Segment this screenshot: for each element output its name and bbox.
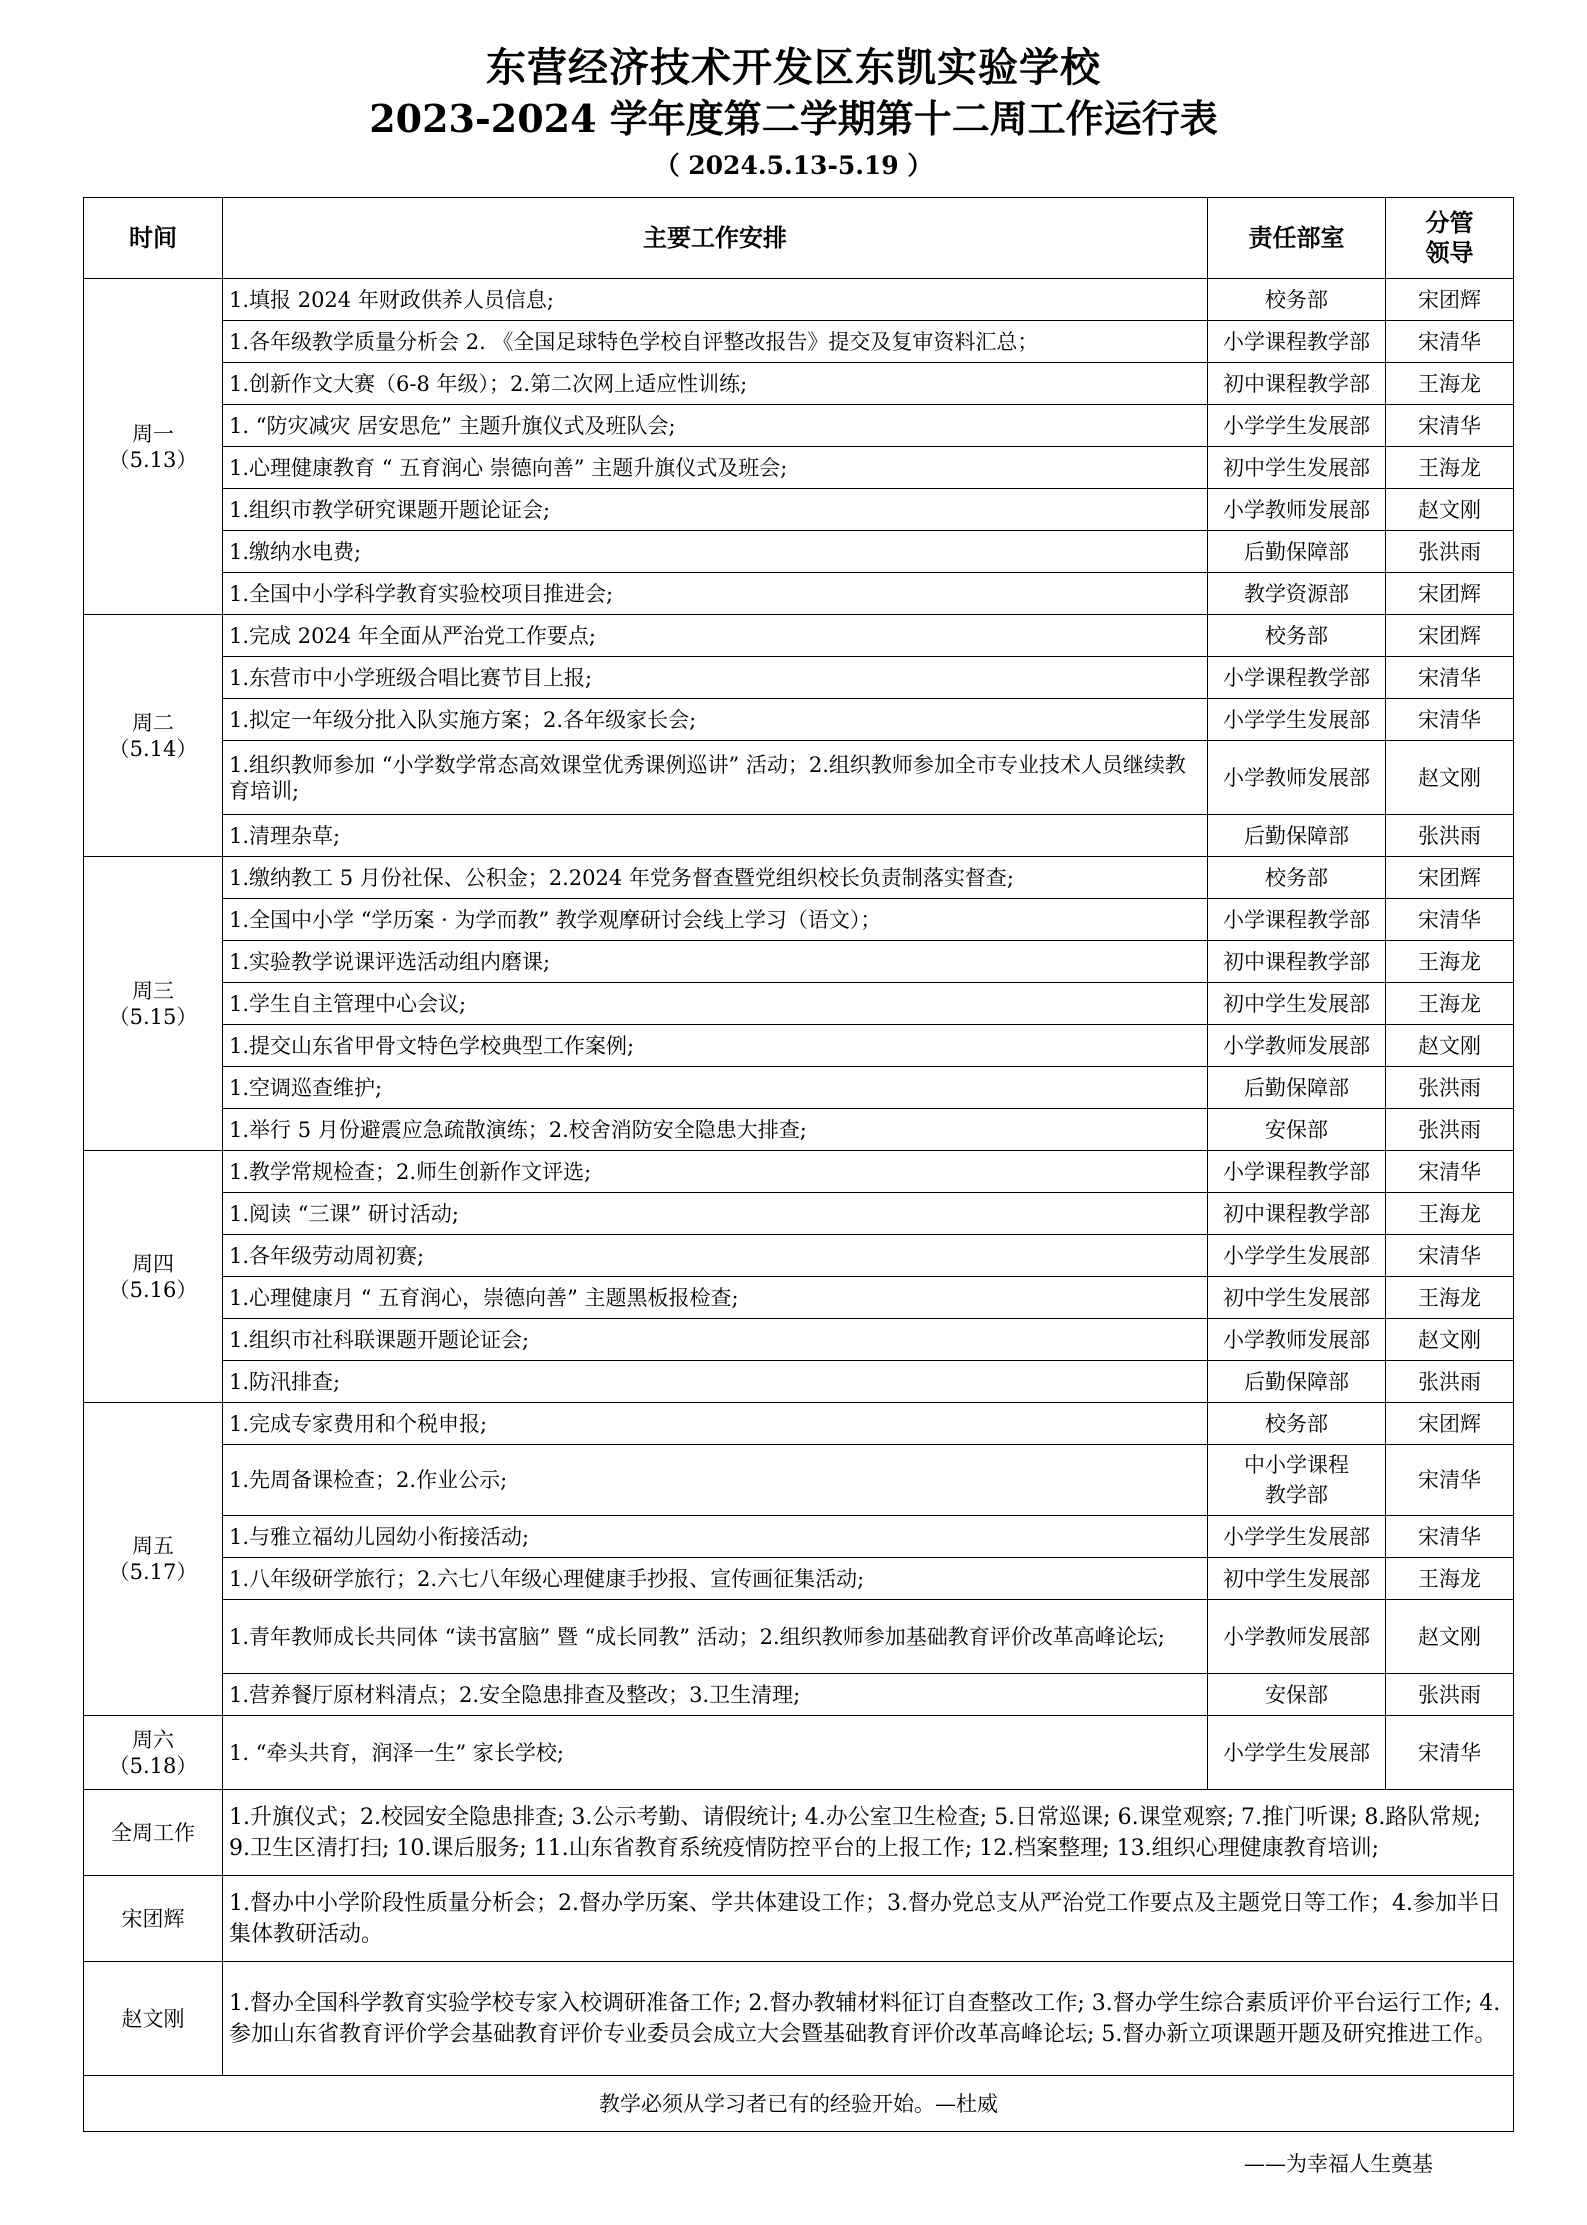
table-row (84, 321, 1514, 363)
task-cell: 1.防汛排查; (223, 1361, 1208, 1403)
task-cell: 1.填报 2024 年财政供养人员信息; (223, 279, 1208, 321)
document-header (0, 42, 1587, 184)
task-cell: 1. “防灾减灾 居安思危” 主题升旗仪式及班队会; (223, 405, 1208, 447)
summary-label: 全周工作 (84, 1790, 223, 1876)
day-date: （5.18） (108, 1753, 198, 1778)
department-cell: 初中学生发展部 (1208, 1558, 1386, 1600)
task-cell: 1.创新作文大赛（6-8 年级）；2.第二次网上适应性训练; (223, 363, 1208, 405)
task-cell: 1.完成 2024 年全面从严治党工作要点; (223, 615, 1208, 657)
table-row (84, 1516, 1514, 1558)
table-row (84, 1319, 1514, 1361)
table-row (84, 1558, 1514, 1600)
task-cell: 1.组织市社科联课题开题论证会; (223, 1319, 1208, 1361)
table-row (84, 1151, 1514, 1193)
date-range: （ 2024.5.13-5.19 ） (654, 151, 933, 180)
task-cell: 1.举行 5 月份避震应急疏散演练；2.校舍消防安全隐患大排查; (223, 1109, 1208, 1151)
task-cell: 1.各年级教学质量分析会 2. 《全国足球特色学校自评整改报告》提交及复审资料汇总； (223, 321, 1208, 363)
task-cell: 1.全国中小学 “学历案 · 为学而教” 教学观摩研讨会线上学习（语文）； (223, 899, 1208, 941)
table-row (84, 1109, 1514, 1151)
department-cell: 小学教师发展部 (1208, 1025, 1386, 1067)
department-cell: 小学课程教学部 (1208, 657, 1386, 699)
department-cell: 小学教师发展部 (1208, 1319, 1386, 1361)
day-name: 周四 (132, 1251, 174, 1276)
day-name: 周五 (132, 1534, 174, 1558)
task-cell: 1.完成专家费用和个税申报; (223, 1403, 1208, 1445)
task-cell: 1.各年级劳动周初赛; (223, 1235, 1208, 1277)
summary-label: 宋团辉 (84, 1876, 223, 1962)
leader-cell: 赵文刚 (1386, 489, 1514, 531)
day-cell (84, 857, 223, 1151)
table-row (84, 1361, 1514, 1403)
department-cell: 教学资源部 (1208, 573, 1386, 615)
leader-cell: 宋清华 (1386, 657, 1514, 699)
table-row (84, 741, 1514, 815)
day-name: 周一 (132, 421, 174, 446)
day-date: （5.13） (108, 447, 198, 472)
table-row (84, 447, 1514, 489)
col-header-dept: 责任部室 (1208, 198, 1386, 279)
leader-cell: 王海龙 (1386, 941, 1514, 983)
department-cell: 中小学课程 教学部 (1208, 1445, 1386, 1516)
table-row (84, 941, 1514, 983)
leader-cell: 王海龙 (1386, 363, 1514, 405)
summary-label: 赵文刚 (84, 1962, 223, 2076)
leader-cell: 王海龙 (1386, 1558, 1514, 1600)
leader-cell: 赵文刚 (1386, 1319, 1514, 1361)
task-cell: 1.空调巡查维护; (223, 1067, 1208, 1109)
task-cell: 1.清理杂草; (223, 815, 1208, 857)
motto-quote: 教学必须从学习者已有的经验开始。—杜威 (84, 2076, 1514, 2132)
department-cell: 后勤保障部 (1208, 1361, 1386, 1403)
task-cell: 1.缴纳教工 5 月份社保、公积金；2.2024 年党务督查暨党组织校长负责制落实督查; (223, 857, 1208, 899)
day-cell (84, 615, 223, 857)
table-row (84, 1674, 1514, 1716)
col-header-leader (1386, 198, 1514, 279)
table-row (84, 1067, 1514, 1109)
footer-slogan: ——为幸福人生奠基 (1244, 2152, 1433, 2176)
table-row (84, 983, 1514, 1025)
leader-cell: 宋清华 (1386, 1151, 1514, 1193)
table-header-row (84, 198, 1514, 279)
leader-cell: 赵文刚 (1386, 1025, 1514, 1067)
leader-cell: 宋团辉 (1386, 615, 1514, 657)
department-cell: 初中课程教学部 (1208, 1193, 1386, 1235)
task-cell: 1.心理健康月 “ 五育润心，崇德向善” 主题黑板报检查; (223, 1277, 1208, 1319)
task-cell: 1.阅读 “三课” 研讨活动; (223, 1193, 1208, 1235)
leader-cell: 王海龙 (1386, 447, 1514, 489)
task-cell: 1.拟定一年级分批入队实施方案；2.各年级家长会; (223, 699, 1208, 741)
department-cell: 小学学生发展部 (1208, 405, 1386, 447)
department-cell: 小学教师发展部 (1208, 489, 1386, 531)
department-cell: 小学学生发展部 (1208, 1235, 1386, 1277)
schedule-title: 2023-2024 学年度第二学期第十二周工作运行表 (369, 96, 1218, 141)
task-cell: 1.先周备课检查；2.作业公示; (223, 1445, 1208, 1516)
department-cell: 初中学生发展部 (1208, 983, 1386, 1025)
department-cell: 小学课程教学部 (1208, 321, 1386, 363)
leader-cell: 张洪雨 (1386, 1109, 1514, 1151)
task-cell: 1.与雅立福幼儿园幼小衔接活动; (223, 1516, 1208, 1558)
day-cell (84, 1716, 223, 1790)
department-cell: 小学教师发展部 (1208, 1600, 1386, 1674)
task-cell: 1.营养餐厅原材料清点；2.安全隐患排查及整改；3.卫生清理; (223, 1674, 1208, 1716)
task-cell: 1. “牵头共育，润泽一生” 家长学校; (223, 1716, 1208, 1790)
table-row (84, 531, 1514, 573)
department-cell: 初中课程教学部 (1208, 363, 1386, 405)
leader-cell: 宋清华 (1386, 321, 1514, 363)
table-row (84, 1193, 1514, 1235)
task-cell: 1.八年级研学旅行；2.六七八年级心理健康手抄报、宣传画征集活动; (223, 1558, 1208, 1600)
day-cell (84, 1403, 223, 1716)
table-row (84, 1277, 1514, 1319)
summary-row (84, 1790, 1514, 1876)
day-cell (84, 279, 223, 615)
schedule-table (83, 197, 1514, 2132)
task-cell: 1.学生自主管理中心会议; (223, 983, 1208, 1025)
col-header-leader-line2: 领导 (1425, 238, 1474, 267)
table-row (84, 615, 1514, 657)
leader-cell: 宋清华 (1386, 699, 1514, 741)
leader-cell: 宋清华 (1386, 1716, 1514, 1790)
table-row (84, 1403, 1514, 1445)
table-row (84, 279, 1514, 321)
leader-cell: 张洪雨 (1386, 1674, 1514, 1716)
department-cell: 初中学生发展部 (1208, 1277, 1386, 1319)
task-cell: 1.实验教学说课评选活动组内磨课; (223, 941, 1208, 983)
leader-cell: 王海龙 (1386, 983, 1514, 1025)
table-row (84, 815, 1514, 857)
table-row (84, 573, 1514, 615)
department-cell: 安保部 (1208, 1109, 1386, 1151)
leader-cell: 赵文刚 (1386, 1600, 1514, 1674)
task-cell: 1.组织市教学研究课题开题论证会; (223, 489, 1208, 531)
day-name: 周三 (132, 978, 174, 1003)
summary-body (84, 1790, 1514, 2132)
department-cell: 初中学生发展部 (1208, 447, 1386, 489)
task-cell: 1.组织教师参加 “小学数学常态高效课堂优秀课例巡讲” 活动；2.组织教师参加全市专业技术人员继续教育培训; (223, 741, 1208, 815)
department-cell: 小学课程教学部 (1208, 1151, 1386, 1193)
leader-cell: 张洪雨 (1386, 531, 1514, 573)
task-cell: 1.东营市中小学班级合唱比赛节目上报; (223, 657, 1208, 699)
table-row (84, 1235, 1514, 1277)
department-cell: 校务部 (1208, 615, 1386, 657)
day-cell (84, 1151, 223, 1403)
table-row (84, 857, 1514, 899)
leader-cell: 张洪雨 (1386, 1067, 1514, 1109)
summary-text: 1.督办中小学阶段性质量分析会；2.督办学历案、学共体建设工作；3.督办党总支从严治党工作要点及主题党日等工作；4.参加半日集体教研活动。 (223, 1876, 1514, 1962)
department-cell: 后勤保障部 (1208, 815, 1386, 857)
table-row (84, 405, 1514, 447)
schedule-body (84, 279, 1514, 1790)
leader-cell: 宋清华 (1386, 1445, 1514, 1516)
table-row (84, 1600, 1514, 1674)
quote-row (84, 2076, 1514, 2132)
department-cell: 小学学生发展部 (1208, 699, 1386, 741)
table-row (84, 363, 1514, 405)
summary-text: 1.升旗仪式；2.校园安全隐患排查; 3.公示考勤、请假统计; 4.办公室卫生检查; 5.日常巡课; 6.课堂观察; 7.推门听课; 8.路队常规; 9.卫生区清打扫; 10.课后服务; 11.山东省教育系统疫情防控平台的上报工作; 12.档案整理; 13.组织心理健康教育培训; (223, 1790, 1514, 1876)
summary-text: 1.督办全国科学教育实验学校专家入校调研准备工作; 2.督办教辅材料征订自查整改工作; 3.督办学生综合素质评价平台运行工作; 4.参加山东省教育评价学会基础教育评价专业委员会成立大会暨基础教育评价改革高峰论坛; 5.督办新立项课题开题及研究推进工作。 (223, 1962, 1514, 2076)
leader-cell: 宋团辉 (1386, 279, 1514, 321)
leader-cell: 赵文刚 (1386, 741, 1514, 815)
table-row (84, 1445, 1514, 1516)
department-cell: 小学学生发展部 (1208, 1716, 1386, 1790)
department-cell: 校务部 (1208, 1403, 1386, 1445)
col-header-work: 主要工作安排 (223, 198, 1208, 279)
department-cell: 小学学生发展部 (1208, 1516, 1386, 1558)
table-row (84, 657, 1514, 699)
school-title: 东营经济技术开发区东凯实验学校 (486, 44, 1101, 91)
department-cell: 校务部 (1208, 279, 1386, 321)
leader-cell: 宋清华 (1386, 899, 1514, 941)
table-row (84, 1025, 1514, 1067)
leader-cell: 张洪雨 (1386, 1361, 1514, 1403)
task-cell: 1.缴纳水电费; (223, 531, 1208, 573)
leader-cell: 宋团辉 (1386, 857, 1514, 899)
summary-row (84, 1962, 1514, 2076)
department-cell: 小学课程教学部 (1208, 899, 1386, 941)
table-row (84, 699, 1514, 741)
col-header-leader-line1: 分管 (1425, 208, 1474, 237)
leader-cell: 张洪雨 (1386, 815, 1514, 857)
day-date: （5.17） (108, 1560, 198, 1584)
day-name: 周二 (132, 710, 174, 735)
table-row (84, 899, 1514, 941)
task-cell: 1.教学常规检查；2.师生创新作文评选; (223, 1151, 1208, 1193)
department-cell: 小学教师发展部 (1208, 741, 1386, 815)
task-cell: 1.提交山东省甲骨文特色学校典型工作案例; (223, 1025, 1208, 1067)
day-date: （5.15） (108, 1004, 198, 1029)
department-cell: 安保部 (1208, 1674, 1386, 1716)
leader-cell: 宋清华 (1386, 1516, 1514, 1558)
day-date: （5.16） (108, 1277, 198, 1302)
day-date: （5.14） (108, 736, 198, 761)
leader-cell: 宋清华 (1386, 1235, 1514, 1277)
leader-cell: 王海龙 (1386, 1193, 1514, 1235)
leader-cell: 宋团辉 (1386, 573, 1514, 615)
department-cell: 校务部 (1208, 857, 1386, 899)
leader-cell: 宋清华 (1386, 405, 1514, 447)
task-cell: 1.全国中小学科学教育实验校项目推进会; (223, 573, 1208, 615)
col-header-time: 时间 (84, 198, 223, 279)
task-cell: 1.心理健康教育 “ 五育润心 崇德向善” 主题升旗仪式及班会; (223, 447, 1208, 489)
leader-cell: 王海龙 (1386, 1277, 1514, 1319)
table-row (84, 1716, 1514, 1790)
table-row (84, 489, 1514, 531)
department-cell: 后勤保障部 (1208, 1067, 1386, 1109)
department-cell: 后勤保障部 (1208, 531, 1386, 573)
summary-row (84, 1876, 1514, 1962)
department-cell: 初中课程教学部 (1208, 941, 1386, 983)
leader-cell: 宋团辉 (1386, 1403, 1514, 1445)
day-name: 周六 (132, 1727, 174, 1752)
task-cell: 1.青年教师成长共同体 “读书富脑” 暨 “成长同教” 活动；2.组织教师参加基础教育评价改革高峰论坛; (223, 1600, 1208, 1674)
